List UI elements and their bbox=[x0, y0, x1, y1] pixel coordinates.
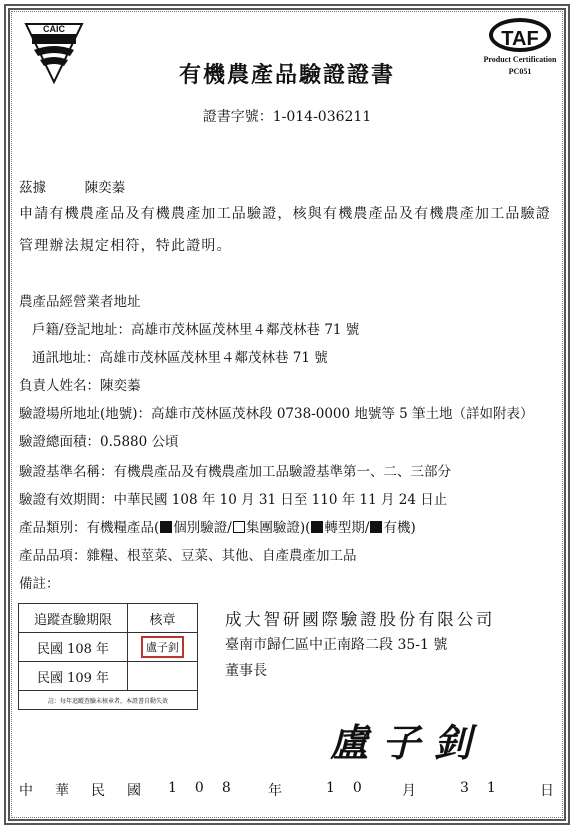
date-day-unit: 日 bbox=[540, 783, 554, 799]
checkbox-individual-checked bbox=[160, 521, 172, 533]
taf-code: PC051 bbox=[508, 67, 532, 76]
chairman-signature: 盧子釗 bbox=[330, 720, 487, 765]
product-items: 產品品項：雜糧、根莖菜、豆菜、其他、自產農產加工品 bbox=[19, 548, 357, 564]
checkbox-transition-checked bbox=[311, 521, 323, 533]
category-organic: 有機) bbox=[383, 520, 416, 536]
category-individual: 個別驗證/ bbox=[173, 520, 232, 536]
tracking-header-deadline: 追蹤查驗期限 bbox=[19, 604, 128, 633]
certificate-number: 證書字號：1-014-036211 bbox=[202, 109, 372, 125]
household-address: 戶籍/登記地址：高雄市茂林區茂林里４鄰茂林巷 71 號 bbox=[32, 322, 360, 338]
taf-badge: TAF bbox=[489, 18, 551, 52]
operator-heading: 農產品經營業者地址 bbox=[19, 294, 141, 310]
mailing-address: 通訊地址：高雄市茂林區茂林里４鄰茂林巷 71 號 bbox=[32, 350, 328, 366]
table-row bbox=[19, 662, 198, 691]
table-row bbox=[19, 691, 198, 710]
recipient-name: 陳奕蓁 bbox=[84, 180, 126, 196]
company-name: 成大智研國際驗證股份有限公司 bbox=[225, 610, 496, 629]
date-day: 31 bbox=[460, 780, 514, 796]
checkbox-organic-checked bbox=[370, 521, 382, 533]
date-year: 108 bbox=[168, 780, 249, 796]
company-address: 臺南市歸仁區中正南路二段 35-1 號 bbox=[225, 637, 448, 653]
standard-name: 驗證基準名稱：有機農產品及有機農產加工品驗證基準第一、二、三部分 bbox=[19, 464, 451, 480]
date-era: 中華民國 bbox=[19, 783, 163, 799]
date-year-unit: 年 bbox=[268, 783, 282, 799]
tracking-seal-cell bbox=[128, 633, 198, 662]
tracking-year-109: 民國 109 年 bbox=[19, 662, 128, 691]
company-role: 董事長 bbox=[225, 663, 267, 679]
responsible-person: 負責人姓名：陳奕蓁 bbox=[19, 378, 141, 394]
date-month-unit: 月 bbox=[402, 783, 416, 799]
recipient-label: 茲據 bbox=[19, 180, 46, 196]
checkbox-group-unchecked bbox=[233, 521, 245, 533]
table-row bbox=[19, 604, 198, 633]
date-month: 10 bbox=[326, 780, 380, 796]
tracking-empty-seal bbox=[128, 662, 198, 691]
seal-stamp: 盧子釗 bbox=[141, 636, 184, 658]
product-category bbox=[19, 516, 416, 536]
recipient-line bbox=[19, 176, 125, 196]
validity-period: 驗證有效期間：中華民國 108 年 10 月 31 日至 110 年 11 月 24 日止 bbox=[19, 492, 448, 508]
remarks-label: 備註： bbox=[19, 576, 60, 592]
statement-paragraph: 申請有機農產品及有機農產加工品驗證，核與有機農產品及有機農產加工品驗證管理辦法規定相符，特此證明。 bbox=[19, 206, 551, 254]
certified-area: 驗證總面積：0.5880 公頃 bbox=[19, 434, 179, 450]
tracking-header-seal: 核章 bbox=[128, 604, 198, 633]
site-address: 驗證場所地址(地號)：高雄市茂林區茂林段 0738-0000 地號等 5 筆土地（詳如附表） bbox=[19, 406, 534, 422]
taf-product-certification: Product Certification bbox=[483, 55, 557, 64]
tracking-table bbox=[18, 603, 198, 710]
caic-logo-text: CAIC bbox=[43, 24, 65, 34]
category-group: 集團驗證)( bbox=[245, 520, 311, 536]
certificate-title: 有機農產品驗證證書 bbox=[178, 62, 395, 88]
table-row bbox=[19, 633, 198, 662]
tracking-note: 註：每年追蹤查驗未核章者，本證書自動失效 bbox=[19, 691, 198, 710]
tracking-year-108: 民國 108 年 bbox=[19, 633, 128, 662]
category-transition: 轉型期/ bbox=[324, 520, 370, 536]
category-prefix: 產品類別：有機糧產品( bbox=[19, 520, 160, 536]
